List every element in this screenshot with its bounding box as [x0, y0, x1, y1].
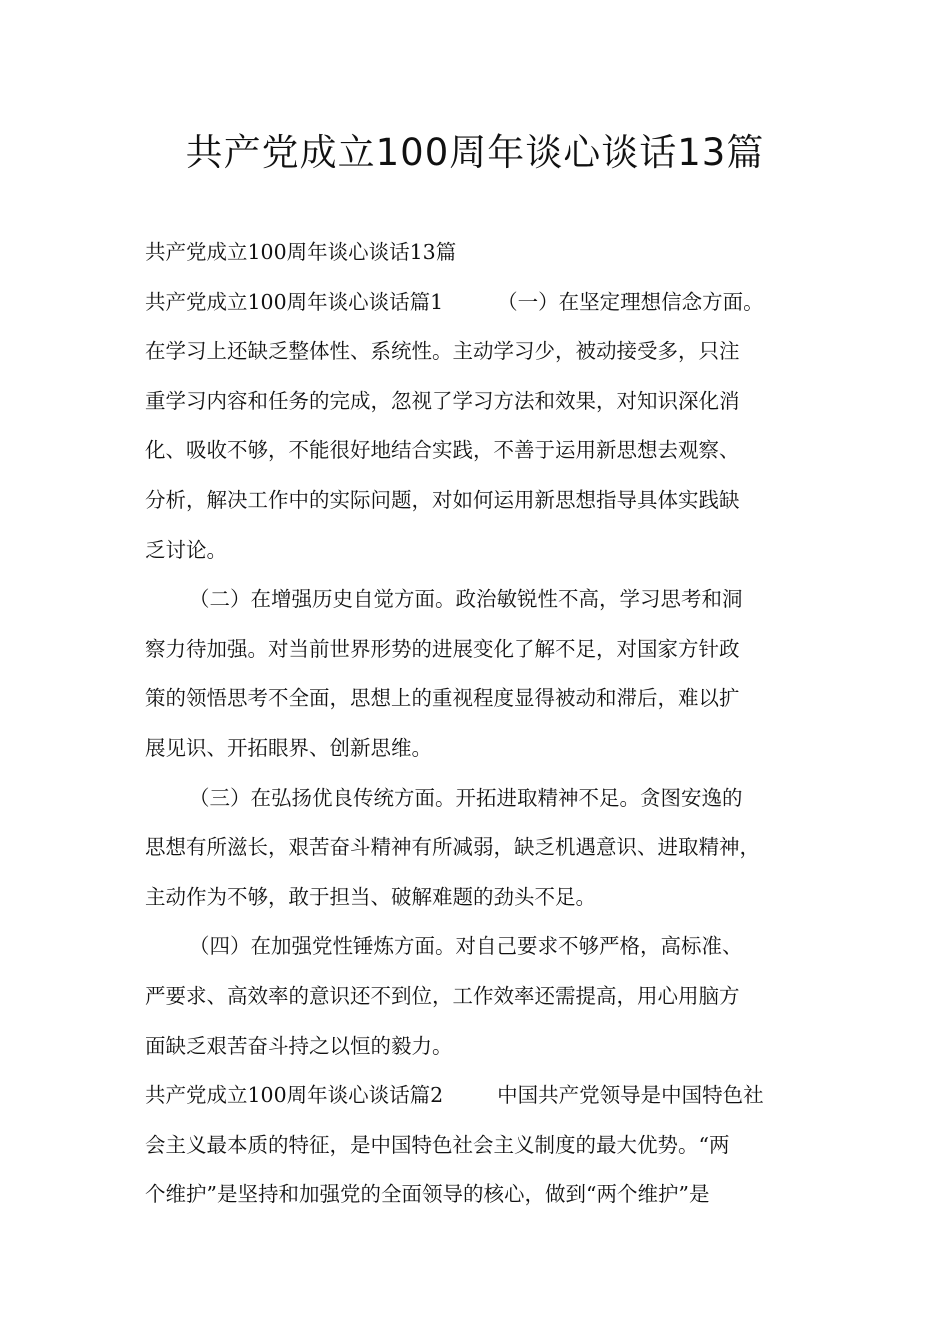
paragraph-line: 严要求、高效率的意识还不到位，工作效率还需提高，用心用脑方 — [145, 983, 740, 1008]
paragraph-line: 展见识、开拓眼界、创新思维。 — [145, 735, 432, 760]
section-heading-line — [145, 278, 817, 328]
paragraph-line: 主动作为不够，敢于担当、破解难题的劲头不足。 — [145, 884, 596, 909]
document-subtitle: 共产党成立100周年谈心谈话13篇 — [145, 240, 457, 264]
paragraph-text: （一）在坚定理想信念方面。 — [497, 289, 764, 314]
document-title: 共产党成立100周年谈心谈话13篇 — [185, 131, 765, 174]
paragraph-line: 会主义最本质的特征，是中国特色社会主义制度的最大优势。“两 — [145, 1132, 730, 1157]
paragraph-line-indented: （二）在增强历史自觉方面。政治敏锐性不高，学习思考和洞 — [189, 587, 743, 612]
paragraph-line: 个维护”是坚持和加强党的全面领导的核心，做到“两个维护”是 — [145, 1182, 710, 1207]
paragraph-line: 面缺乏艰苦奋斗持之以恒的毅力。 — [145, 1033, 453, 1058]
document-body — [145, 228, 817, 1220]
paragraph-text: 中国共产党领导是中国特色社 — [497, 1083, 764, 1108]
paragraph-line: 察力待加强。对当前世界形势的进展变化了解不足，对国家方针政 — [145, 636, 740, 661]
paragraph-line: 分析，解决工作中的实际问题，对如何运用新思想指导具体实践缺 — [145, 487, 740, 512]
paragraph-line: 乏讨论。 — [145, 537, 227, 562]
paragraph-line: 化、吸收不够，不能很好地结合实践，不善于运用新思想去观察、 — [145, 438, 740, 463]
section-heading-line — [145, 1071, 817, 1121]
section-heading: 共产党成立100周年谈心谈话篇2 — [145, 1083, 444, 1108]
paragraph-line-indented: （三）在弘扬优良传统方面。开拓进取精神不足。贪图安逸的 — [189, 785, 743, 810]
paragraph-line: 重学习内容和任务的完成，忽视了学习方法和效果，对知识深化消 — [145, 388, 740, 413]
section-heading: 共产党成立100周年谈心谈话篇1 — [145, 289, 444, 314]
paragraph-line-indented: （四）在加强党性锤炼方面。对自己要求不够严格，高标准、 — [189, 934, 743, 959]
paragraph-line: 策的领悟思考不全面，思想上的重视程度显得被动和滞后，难以扩 — [145, 686, 740, 711]
paragraph-line: 思想有所滋长，艰苦奋斗精神有所减弱，缺乏机遇意识、进取精神， — [145, 835, 760, 860]
paragraph-line: 在学习上还缺乏整体性、系统性。主动学习少，被动接受多，只注 — [145, 339, 740, 364]
